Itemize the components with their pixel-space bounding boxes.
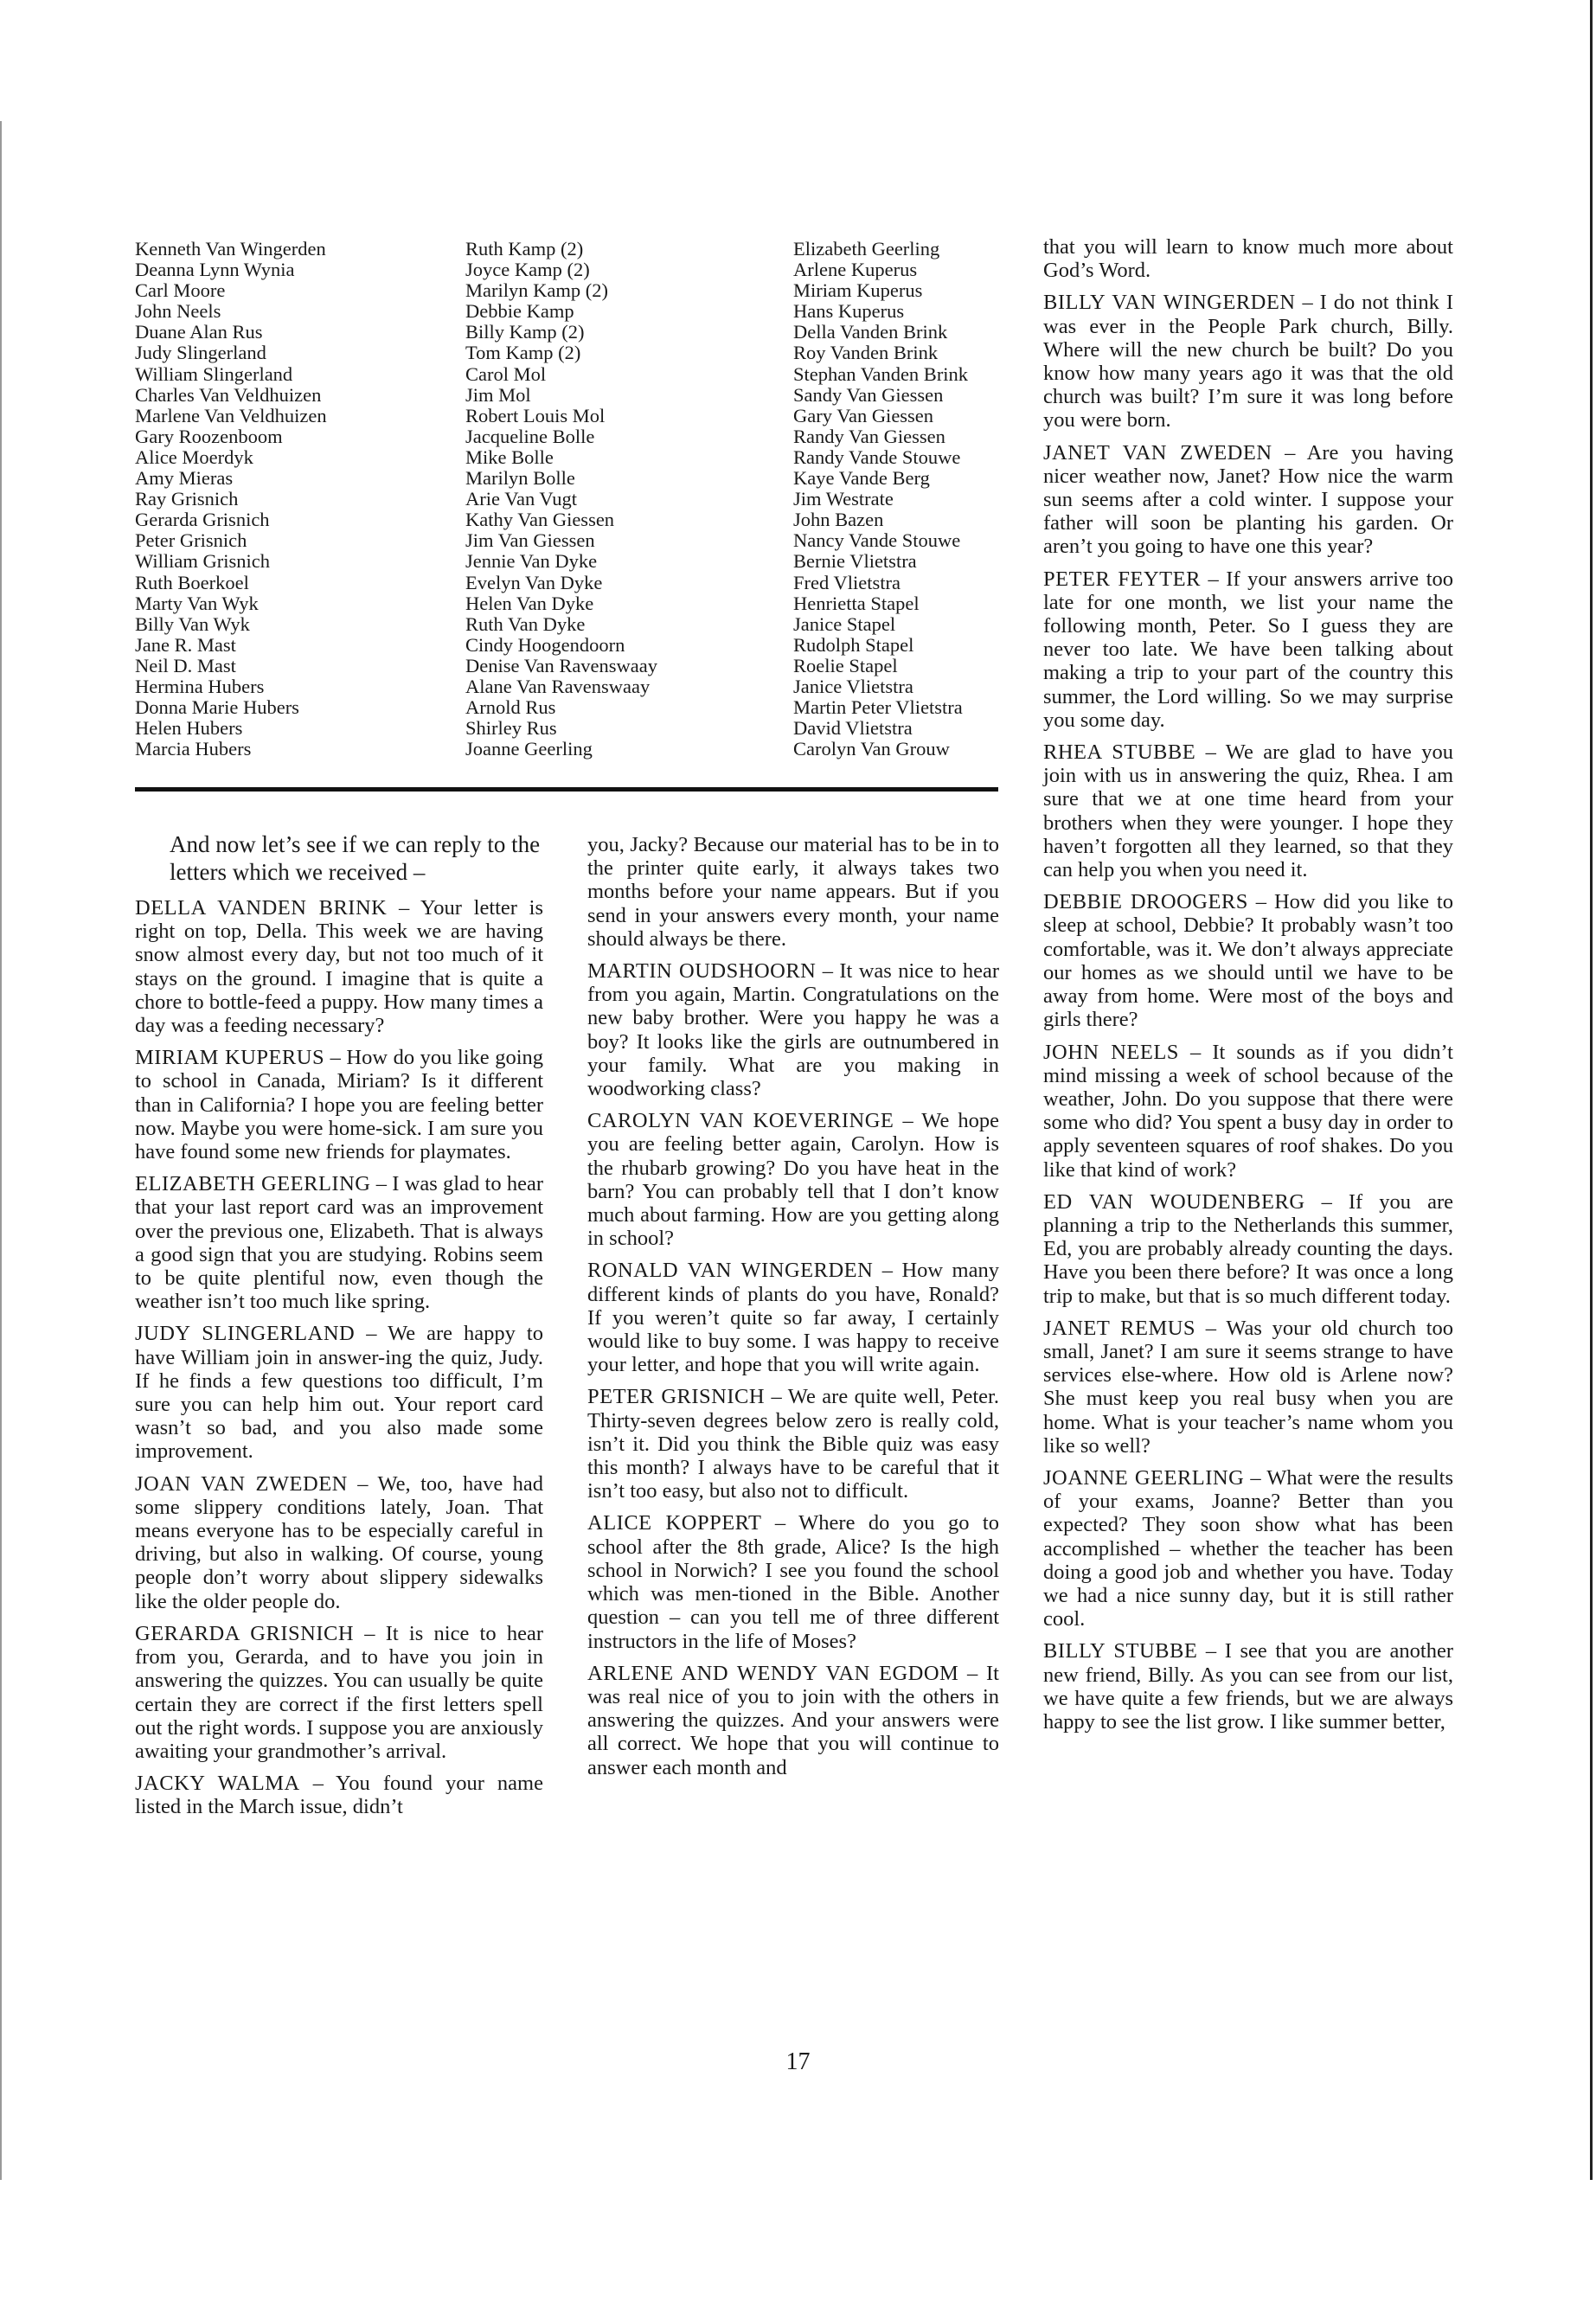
letter-reply bbox=[587, 1109, 999, 1250]
name-entry: Tom Kamp (2) bbox=[465, 342, 581, 364]
name-entry: Bernie Vlietstra bbox=[793, 550, 917, 573]
letter-reply bbox=[1043, 1317, 1453, 1458]
name-entry: Carl Moore bbox=[135, 279, 226, 302]
name-entry: Joanne Geerling bbox=[465, 738, 593, 760]
name-entry: Jim Mol bbox=[465, 383, 531, 406]
letter-text: – We, too, have had some slippery conditions lately, Joan. That means everyone has to be especially careful in driving, but also in walking. Of course, young people don’t worry about slippery sidewalks like the older people do. bbox=[135, 1471, 544, 1613]
name-entry: Donna Marie Hubers bbox=[135, 696, 299, 719]
letter-recipient: ED VAN WOUDENBERG bbox=[1043, 1189, 1305, 1214]
name-entry: Arie Van Vugt bbox=[465, 488, 578, 510]
letter-recipient: ELIZABETH GEERLING bbox=[135, 1172, 371, 1196]
letter-reply bbox=[1043, 1639, 1453, 1734]
letter-recipient: GERARDA GRISNICH bbox=[135, 1621, 355, 1645]
letter-recipient: JANET VAN ZWEDEN bbox=[1043, 440, 1272, 465]
name-entry: Kaye Vande Berg bbox=[793, 467, 930, 490]
name-entry: Neil D. Mast bbox=[135, 654, 236, 676]
name-entry: Randy Vande Stouwe bbox=[793, 445, 961, 468]
letter-recipient: JACKY WALMA bbox=[135, 1772, 300, 1796]
name-entry: Deanna Lynn Wynia bbox=[135, 259, 295, 281]
name-entry: Billy Kamp (2) bbox=[465, 321, 585, 343]
letter-reply bbox=[135, 1472, 543, 1613]
letter-recipient: BILLY VAN WINGERDEN bbox=[1043, 291, 1296, 315]
letter-reply bbox=[587, 1662, 999, 1779]
name-entry: Jane R. Mast bbox=[135, 633, 236, 656]
name-entry: Fred Vlietstra bbox=[793, 571, 901, 593]
name-entry: Joyce Kamp (2) bbox=[465, 259, 590, 281]
letter-recipient: ALICE KOPPERT bbox=[587, 1511, 762, 1535]
letter-text: that you will learn to know much more about God’s Word. bbox=[1043, 235, 1453, 283]
name-entry: Nancy Vande Stouwe bbox=[793, 529, 961, 552]
name-entry: Carolyn Van Grouw bbox=[793, 738, 950, 760]
letter-reply bbox=[1043, 740, 1453, 881]
letter-recipient: PETER FEYTER bbox=[1043, 567, 1201, 591]
name-entry: Sandy Van Giessen bbox=[793, 383, 944, 406]
letter-text: – Was your old church too small, Janet? I am sure it seems strange to have services else-where. How old is Arlene now? She must keep you real busy when you are home. What is your teacher’s name whom you like so well? bbox=[1043, 1316, 1454, 1458]
name-entry: Marcia Hubers bbox=[135, 738, 252, 760]
name-entry: Gary Roozenboom bbox=[135, 425, 283, 447]
letter-reply bbox=[1043, 567, 1453, 732]
name-entry: John Bazen bbox=[793, 509, 884, 531]
letter-text: – We hope you are feeling better again, Carolyn. How is the rhubarb growing? Do you have heat in the barn? You can probably tell that I don’t know much about farming. How are you getting along in school? bbox=[587, 1109, 1000, 1251]
name-entry: Elizabeth Geerling bbox=[793, 238, 940, 260]
name-entry: Denise Van Ravenswaay bbox=[465, 654, 658, 676]
name-entry: Shirley Rus bbox=[465, 717, 557, 740]
name-entry: Duane Alan Rus bbox=[135, 321, 263, 343]
name-entry: William Slingerland bbox=[135, 362, 293, 385]
letter-text: – I was glad to hear that your last report card was an improvement over the previous one, Elizabeth. That is always a good sign that you are studying. Robins seem to be quite plentiful now, even though the weather isn’t too much like spring. bbox=[135, 1172, 543, 1314]
letter-text: – What were the results of your exams, Joanne? Better than you expected? They soon show what has been accomplished – whether the teacher has been doing a good job and whether you have. Today we had a nice sunny day, but it is still rather cool. bbox=[1043, 1465, 1453, 1631]
letter-text: – Are you having nicer weather now, Janet? How nice the warm sun seems after a cold winter. I suppose your father will soon be planting his garden. Or aren’t you going to have one this year? bbox=[1043, 440, 1453, 559]
letter-text: – It is nice to hear from you, Gerarda, and to have you join in answering the quizzes. You can usually be quite certain they are correct if the first letters spell out the right words. I suppose you are anxiously awaiting your grandmother’s arrival. bbox=[135, 1621, 543, 1763]
scan-edge-left bbox=[0, 121, 2, 2180]
letter-reply bbox=[587, 959, 999, 1100]
letters-column-3 bbox=[1043, 235, 1453, 1742]
name-entry: Jennie Van Dyke bbox=[465, 550, 598, 573]
letter-reply bbox=[587, 833, 999, 951]
name-entry: Hans Kuperus bbox=[793, 300, 905, 323]
letter-text: – Your letter is right on top, Della. This week we are having snow almost every day, but not too much of it stays on the ground. I imagine that is quite a chore to bottle-feed a puppy. How many times a day was a feeding necessary? bbox=[135, 896, 543, 1038]
name-entry: Judy Slingerland bbox=[135, 342, 266, 364]
scan-edge-right bbox=[1590, 0, 1593, 2180]
letter-reply bbox=[1043, 235, 1453, 282]
letter-text: – I see that you are another new friend, Billy. As you can see from our list, we have quite a few friends, but we are always happy to see the list grow. I like summer better, bbox=[1043, 1639, 1453, 1734]
name-entry: Marilyn Kamp (2) bbox=[465, 279, 608, 302]
name-entry: Carol Mol bbox=[465, 362, 547, 385]
letter-reply bbox=[587, 1385, 999, 1503]
letter-text: – How do you like going to school in Canada, Miriam? Is it different than in California? I hope you are feeling better now. Maybe you were home-sick. I am sure you have found some new friends for playmates. bbox=[135, 1046, 544, 1164]
name-entry: Gerarda Grisnich bbox=[135, 509, 270, 531]
letter-text: – We are glad to have you join with us in answering the quiz, Rhea. I am sure that we at one time heard from your brothers when they were younger. I hope they haven’t forgotten all they learned, so that they can help you when you need it. bbox=[1043, 740, 1453, 882]
letter-reply bbox=[135, 1772, 543, 1818]
name-entry: Cindy Hoogendoorn bbox=[465, 633, 625, 656]
name-entry: Janice Vlietstra bbox=[793, 675, 913, 697]
letter-recipient: MARTIN OUDSHOORN bbox=[587, 959, 817, 984]
name-entry: Amy Mieras bbox=[135, 467, 234, 490]
name-entry: Arlene Kuperus bbox=[793, 259, 918, 281]
letter-reply bbox=[135, 1046, 543, 1163]
letter-reply bbox=[1043, 291, 1453, 432]
name-entry: Arnold Rus bbox=[465, 696, 556, 719]
letter-text: – We are happy to have William join in answer-ing the quiz, Judy. If he finds a few questions too difficult, I’m sure you can help him out. Your report card wasn’t so bad, and you also made some improvement. bbox=[135, 1322, 543, 1464]
letter-recipient: CAROLYN VAN KOEVERINGE bbox=[587, 1109, 894, 1133]
name-entry: Gary Van Giessen bbox=[793, 404, 934, 426]
names-column-2 bbox=[465, 239, 657, 760]
letter-reply bbox=[1043, 441, 1453, 559]
name-entry: Martin Peter Vlietstra bbox=[793, 696, 963, 719]
letter-reply bbox=[135, 1322, 543, 1463]
letter-text: – It was real nice of you to join with the others in answering the quizzes. And your answers were all correct. We hope that you will continue to answer each month and bbox=[587, 1661, 999, 1779]
letter-reply bbox=[1043, 1466, 1453, 1631]
letter-text: – Where do you go to school after the 8th grade, Alice? Is the high school in Norwich? I see you found the school which was men-tioned in the Bible. Another question – can you tell me of three different instructors in the life of Moses? bbox=[587, 1511, 999, 1653]
letter-recipient: RONALD VAN WINGERDEN bbox=[587, 1259, 874, 1283]
name-entry: Helen Van Dyke bbox=[465, 592, 594, 614]
name-entry: Ray Grisnich bbox=[135, 488, 239, 510]
letter-recipient: DELLA VANDEN BRINK bbox=[135, 896, 388, 920]
name-entry: Ruth Boerkoel bbox=[135, 571, 249, 593]
name-entry: Randy Van Giessen bbox=[793, 425, 945, 447]
letter-recipient: ARLENE AND WENDY VAN EGDOM bbox=[587, 1661, 959, 1685]
letter-recipient: JANET REMUS bbox=[1043, 1316, 1196, 1340]
section-divider bbox=[135, 787, 998, 792]
name-entry: Marty Van Wyk bbox=[135, 592, 259, 614]
letter-text: – How did you like to sleep at school, Debbie? It probably wasn’t too comfortable, was it. We don’t always appreciate our homes as we should until we have to be away from home. Were most of the boys and girls there? bbox=[1043, 890, 1453, 1032]
letter-reply bbox=[135, 1172, 543, 1313]
letter-text: – If your answers arrive too late for one month, we list your name the following month, Peter. So I guess they are never too late. We have been talking about making a trip to your part of the country this summer, the Lord willing. So we may surprise you some day. bbox=[1043, 567, 1454, 732]
name-entry: Roelie Stapel bbox=[793, 654, 898, 676]
name-entry: Robert Louis Mol bbox=[465, 404, 606, 426]
letter-recipient: PETER GRISNICH bbox=[587, 1385, 766, 1409]
name-entry: Debbie Kamp bbox=[465, 300, 574, 323]
name-entry: Alice Moerdyk bbox=[135, 445, 253, 468]
letter-reply bbox=[587, 1511, 999, 1652]
letter-reply bbox=[135, 1622, 543, 1763]
letter-text: – How many different kinds of plants do you have, Ronald? If you weren’t quite so far away, I certainly would like to buy some. I was happy to receive your letter, and hope that you will write again. bbox=[587, 1259, 999, 1377]
name-entry: Ruth Kamp (2) bbox=[465, 238, 584, 260]
letter-recipient: BILLY STUBBE bbox=[1043, 1639, 1198, 1663]
name-entry: Helen Hubers bbox=[135, 717, 243, 740]
name-entry: David Vlietstra bbox=[793, 717, 913, 740]
letter-recipient: JOANNE GEERLING bbox=[1043, 1465, 1245, 1490]
letter-recipient: JOHN NEELS bbox=[1043, 1040, 1179, 1064]
letter-recipient: JUDY SLINGERLAND bbox=[135, 1322, 356, 1346]
letter-text: – You found your name listed in the March issue, didn’t bbox=[135, 1772, 543, 1819]
name-entry: Alane Van Ravenswaay bbox=[465, 675, 651, 697]
name-entry: Henrietta Stapel bbox=[793, 592, 920, 614]
name-entry: Marlene Van Veldhuizen bbox=[135, 404, 327, 426]
name-entry: Kenneth Van Wingerden bbox=[135, 238, 326, 260]
name-entry: Evelyn Van Dyke bbox=[465, 571, 603, 593]
name-entry: Billy Van Wyk bbox=[135, 612, 250, 635]
name-entry: Jim Westrate bbox=[793, 488, 894, 510]
letters-column-1 bbox=[135, 830, 543, 1828]
letter-text: – It was nice to hear from you again, Martin. Congratulations on the new baby brother. Were you happy he was a boy? It looks like the girls are outnumbered in your family. What are you making in woodworking class? bbox=[587, 959, 1000, 1101]
letter-reply bbox=[1043, 1190, 1453, 1308]
names-column-3 bbox=[793, 239, 968, 760]
page-number: 17 bbox=[785, 2048, 811, 2075]
names-column-1 bbox=[135, 239, 327, 760]
letter-recipient: DEBBIE DROOGERS bbox=[1043, 890, 1248, 914]
letter-text: – If you are planning a trip to the Netherlands this summer, Ed, you are probably already counting the days. Have you been there before? It was once a long trip to make, but that is so much different today. bbox=[1043, 1189, 1453, 1308]
letter-text: – I do not think I was ever in the People Park church, Billy. Where will the new church be built? Do you know how many years ago it was that the old church was built? I’m sure it was long before you were born. bbox=[1043, 291, 1453, 433]
letter-text: – We are quite well, Peter. Thirty-seven degrees below zero is really cold, isn’t it. Did you think the Bible quiz was easy this month? I always have to be careful that it isn’t too easy, but also not to difficult. bbox=[587, 1385, 999, 1503]
name-entry: Mike Bolle bbox=[465, 445, 554, 468]
letter-text: you, Jacky? Because our material has to be in to the printer quite early, it always takes two months before your name appears. But if you send in your answers every month, your name should always be there. bbox=[587, 833, 999, 951]
name-entry: Jim Van Giessen bbox=[465, 529, 595, 552]
name-entry: Miriam Kuperus bbox=[793, 279, 923, 302]
letters-column-2 bbox=[587, 833, 999, 1788]
name-entry: Jacqueline Bolle bbox=[465, 425, 595, 447]
name-entry: Roy Vanden Brink bbox=[793, 342, 939, 364]
letter-reply bbox=[1043, 1041, 1453, 1182]
name-entry: Peter Grisnich bbox=[135, 529, 247, 552]
letter-reply bbox=[1043, 890, 1453, 1031]
letter-recipient: MIRIAM KUPERUS bbox=[135, 1046, 325, 1070]
intro-text: And now let’s see if we can reply to the letters which we received – bbox=[170, 831, 541, 885]
name-entry: Hermina Hubers bbox=[135, 675, 265, 697]
name-entry: Janice Stapel bbox=[793, 612, 896, 635]
name-entry: Ruth Van Dyke bbox=[465, 612, 586, 635]
letter-recipient: RHEA STUBBE bbox=[1043, 740, 1196, 765]
name-entry: Charles Van Veldhuizen bbox=[135, 383, 322, 406]
name-entry: Stephan Vanden Brink bbox=[793, 362, 969, 385]
name-entry: William Grisnich bbox=[135, 550, 270, 573]
name-entry: Rudolph Stapel bbox=[793, 633, 914, 656]
letter-reply bbox=[587, 1259, 999, 1376]
letter-recipient: JOAN VAN ZWEDEN bbox=[135, 1471, 348, 1496]
name-entry: John Neels bbox=[135, 300, 221, 323]
letter-reply bbox=[135, 896, 543, 1037]
name-entry: Della Vanden Brink bbox=[793, 321, 948, 343]
name-entry: Marilyn Bolle bbox=[465, 467, 575, 490]
letter-text: – It sounds as if you didn’t mind missing a week of school because of the weather, John. Do you suppose that there were some who did? You spent a busy day in order to apply seventeen squares of roof shakes. Do you like that kind of work? bbox=[1043, 1040, 1453, 1182]
name-entry: Kathy Van Giessen bbox=[465, 509, 615, 531]
